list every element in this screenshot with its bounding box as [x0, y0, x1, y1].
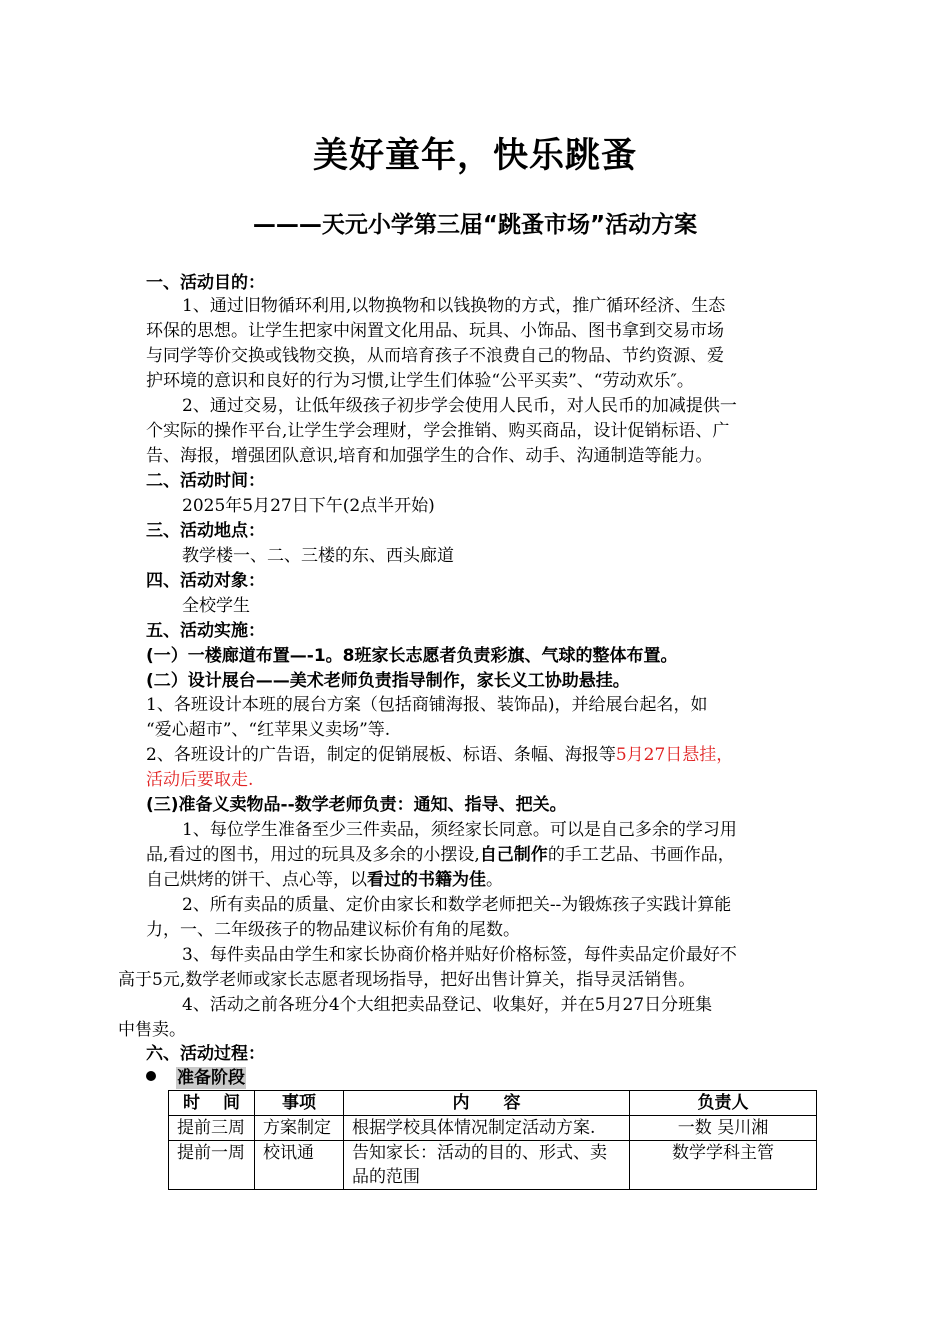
sec5-item2-line1 — [146, 744, 733, 766]
section-1-heading: 一、活动目的： — [146, 273, 265, 293]
table-header-row — [169, 1091, 817, 1116]
document-subtitle: ———天元小学第三届“跳蚤市场”活动方案 — [252, 212, 698, 238]
sec5-r4-line2: 中售卖。 — [118, 1020, 186, 1040]
sec1-p1-line1: 1、通过旧物循环利用,以物换物和以钱换物的方式，推广循环经济、生态 — [182, 296, 726, 316]
sec1-p2-line2: 个实际的操作平台,让学生学会理财，学会推销、购买商品，设计促销标语、广 — [146, 421, 730, 441]
activity-target: 全校学生 — [182, 596, 250, 616]
document-title: 美好童年，快乐跳蚤 — [312, 136, 637, 176]
section-6-heading: 六、活动过程： — [146, 1044, 265, 1064]
sec5-r3-line2: 高于5元,数学老师或家长志愿者现场指导，把好出售计算关，指导灵活销售。 — [118, 970, 696, 990]
sec5-r2-line2: 力，一、二年级孩子的物品建议标价有角的尾数。 — [146, 920, 520, 940]
preparation-stage-label: 准备阶段 — [177, 1068, 245, 1088]
bullet-icon — [146, 1071, 156, 1081]
sec1-p1-line2: 环保的思想。让学生把家中闲置文化用品、玩具、小饰品、图书拿到交易市场 — [146, 321, 724, 341]
table-cell: 告知家长：活动的目的、形式、卖品的范围 — [344, 1141, 630, 1190]
sec5-sub3: (三)准备义卖物品--数学老师负责：通知、指导、把关。 — [146, 795, 567, 815]
section-3-heading: 三、活动地点： — [146, 521, 265, 541]
header-owner: 负责人 — [630, 1091, 817, 1116]
table-cell: 校讯通 — [255, 1141, 344, 1190]
r1-line2-post: 的手工艺品、书画作品， — [547, 845, 735, 865]
sec1-p2-line1: 2、通过交易，让低年级孩子初步学会使用人民币，对人民币的加减提供一 — [182, 396, 737, 416]
sec5-r2-line1: 2、所有卖品的质量、定价由家长和数学老师把关--为锻炼孩子实践计算能 — [182, 895, 732, 915]
preparation-table — [168, 1090, 817, 1190]
sec5-r1-line3 — [146, 869, 503, 891]
r1-line3-pre: 自己烘烤的饼干、点心等，以 — [146, 870, 367, 890]
header-time: 时 间 — [169, 1091, 255, 1116]
r1-line2-pre: 品,看过的图书，用过的玩具及多余的小摆设, — [146, 845, 480, 865]
table-row — [169, 1116, 817, 1141]
table-cell: 数学学科主管 — [630, 1141, 817, 1190]
table-cell: 提前三周 — [169, 1116, 255, 1141]
table-cell: 方案制定 — [255, 1116, 344, 1141]
section-2-heading: 二、活动时间： — [146, 471, 265, 491]
r1-line3-bold: 看过的书籍为佳 — [367, 870, 486, 890]
sec5-item2-line2: 活动后要取走. — [146, 770, 254, 790]
sec5-r3-line1: 3、每件卖品由学生和家长协商价格并贴好价格标签，每件卖品定价最好不 — [182, 945, 737, 965]
table-cell: 提前一周 — [169, 1141, 255, 1190]
sec5-item2-red: 5月27日悬挂， — [615, 745, 734, 765]
sec1-p2-line3: 告、海报，增强团队意识,培育和加强学生的合作、动手、沟通制造等能力。 — [146, 446, 713, 466]
sec1-p1-line4: 护环境的意识和良好的行为习惯,让学生们体验“公平买卖”、“劳动欢乐″。 — [146, 371, 694, 391]
table-cell: 一数 吴川湘 — [630, 1116, 817, 1141]
section-5-heading: 五、活动实施： — [146, 621, 265, 641]
sec5-item1-line2: “爱心超市”、“红苹果义卖场”等. — [146, 720, 391, 740]
sec1-p1-line3: 与同学等价交换或钱物交换，从而培育孩子不浪费自己的物品、节约资源、爱 — [146, 346, 724, 366]
sec5-sub2: (二）设计展台——美术老师负责指导制作，家长义工协助悬挂。 — [146, 671, 630, 691]
table-row — [169, 1141, 817, 1190]
sec5-item2-text: 2、各班设计的广告语，制定的促销展板、标语、条幅、海报等 — [146, 745, 616, 765]
table-cell: 根据学校具体情况制定活动方案. — [344, 1116, 630, 1141]
activity-location: 教学楼一、二、三楼的东、西头廊道 — [182, 546, 454, 566]
sec5-sub1: (一）一楼廊道布置—-1。8班家长志愿者负责彩旗、气球的整体布置。 — [146, 646, 678, 666]
section-4-heading: 四、活动对象： — [146, 571, 265, 591]
header-content: 内 容 — [344, 1091, 630, 1116]
activity-time: 2025年5月27日下午(2点半开始) — [182, 496, 435, 516]
sec5-r4-line1: 4、活动之前各班分4个大组把卖品登记、收集好，并在5月27日分班集 — [182, 995, 713, 1015]
sec5-r1-line2 — [146, 844, 735, 866]
r1-line3-post: 。 — [486, 870, 503, 890]
sec5-item1-line1: 1、各班设计本班的展台方案（包括商铺海报、装饰品)，并给展台起名，如 — [146, 695, 708, 715]
r1-line2-bold: 自己制作 — [479, 845, 548, 865]
header-item: 事项 — [255, 1091, 344, 1116]
sec5-r1-line1: 1、每位学生准备至少三件卖品，须经家长同意。可以是自己多余的学习用 — [182, 820, 737, 840]
